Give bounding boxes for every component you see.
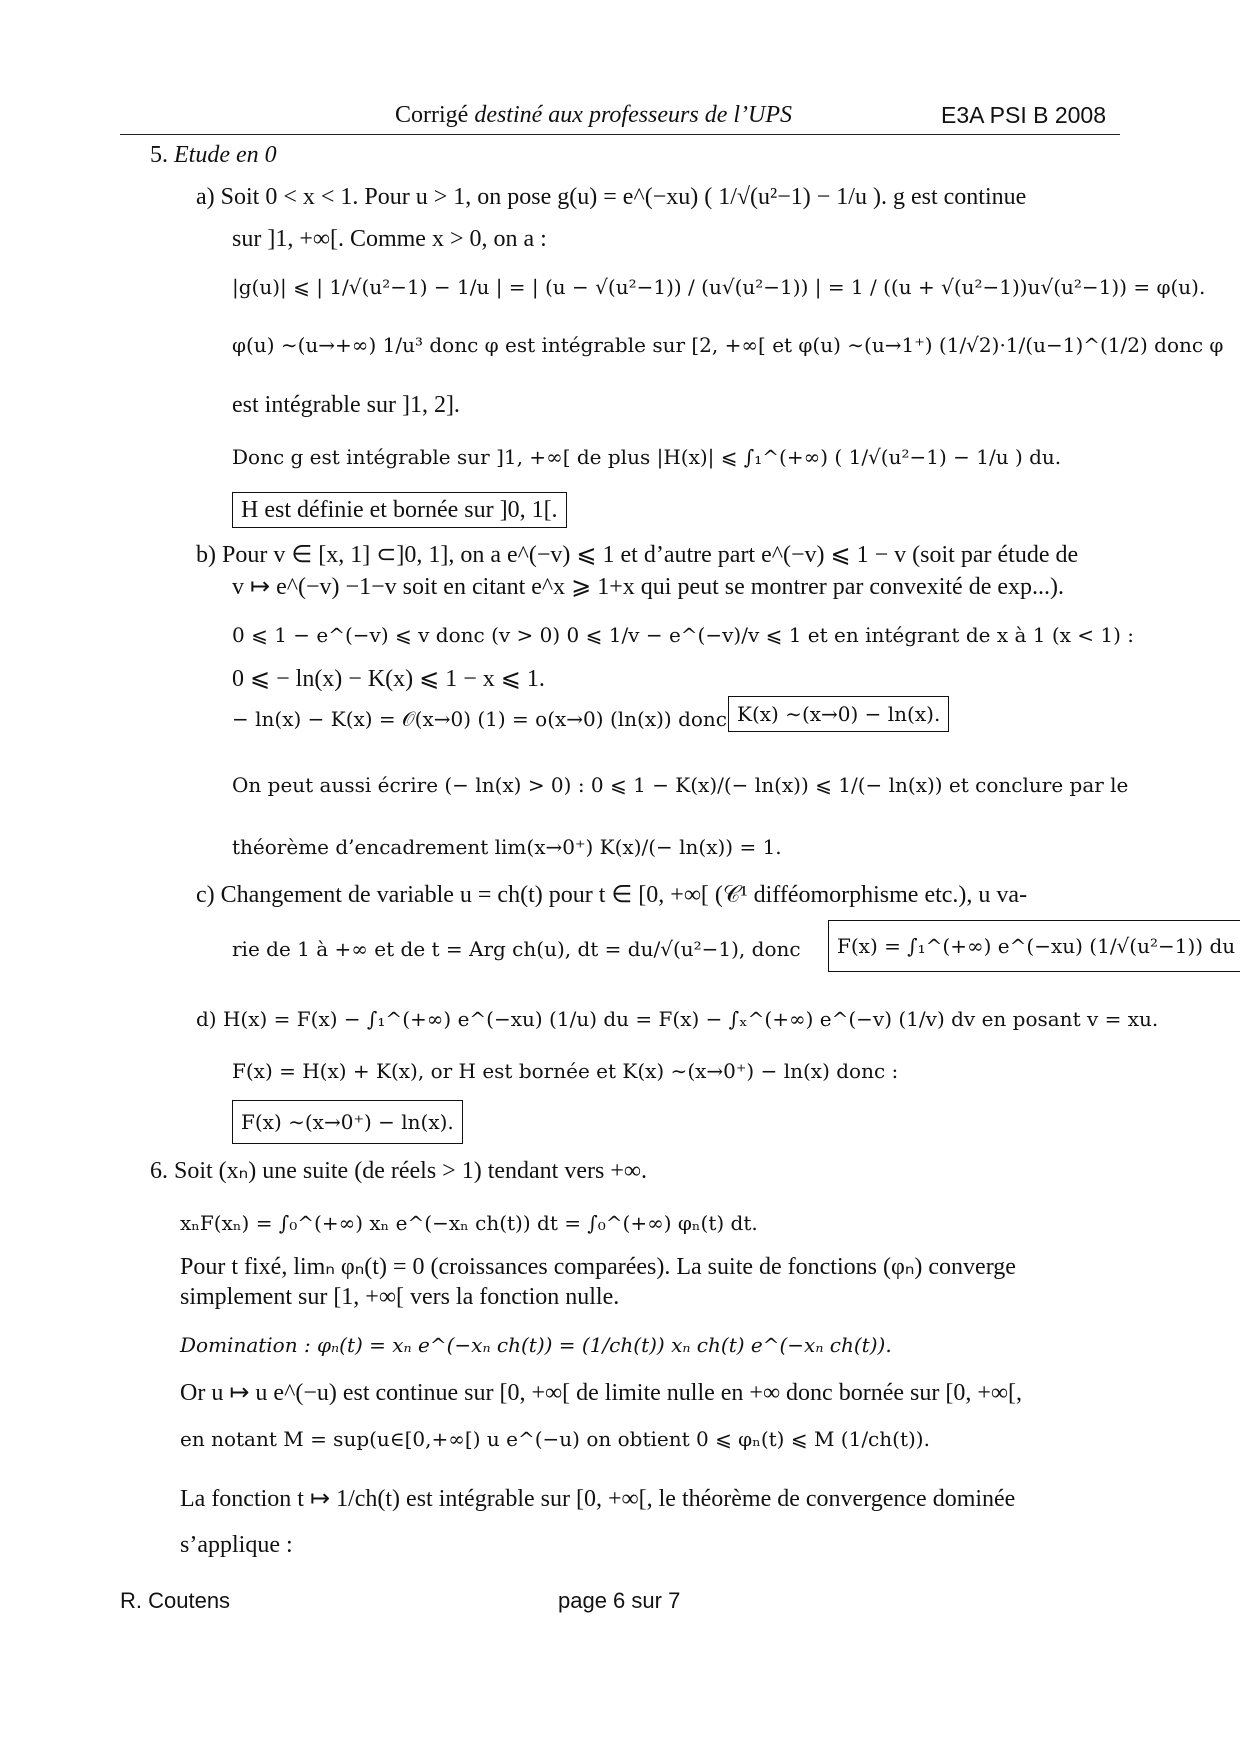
line-5b-5: − ln(x) − K(x) = 𝒪(x→0) (1) = o(x→0) (ln(x)) donc	[232, 707, 727, 731]
line-5b-2: v ↦ e^(−v) −1−v soit en citant e^x ⩾ 1+x qui peut se montrer par convexité de exp...).	[232, 574, 1064, 600]
line-5a-4: φ(u) ∼(u→+∞) 1/u³ donc φ est intégrable sur [2, +∞[ et φ(u) ∼(u→1⁺) (1/√2)·1/(u−1)^(1/2) donc φ	[232, 333, 1224, 357]
line-6-1: 6. Soit (xₙ) une suite (de réels > 1) tendant vers +∞.	[150, 1158, 647, 1184]
header-title: Corrigé destiné aux professeurs de l’UPS	[395, 102, 793, 128]
line-5a-3: |g(u)| ⩽ | 1/√(u²−1) − 1/u | = | (u − √(u²−1)) / (u√(u²−1)) | = 1 / ((u + √(u²−1))u√(u²−1)) = φ(u).	[232, 275, 1206, 299]
line-6-2: xₙF(xₙ) = ∫₀^(+∞) xₙ e^(−xₙ ch(t)) dt = ∫₀^(+∞) φₙ(t) dt.	[180, 1211, 758, 1235]
line-5b-3: 0 ⩽ 1 − e^(−v) ⩽ v donc (v > 0) 0 ⩽ 1/v − e^(−v)/v ⩽ 1 et en intégrant de x à 1 (x < 1) :	[232, 623, 1134, 647]
result-box-5d: F(x) ∼(x→0⁺) − ln(x).	[232, 1100, 463, 1144]
footer-page-number: page 6 sur 7	[558, 1588, 681, 1613]
line-5c-1: c) Changement de variable u = ch(t) pour t ∈ [0, +∞[ (𝒞¹ difféomorphisme etc.), u va-	[196, 882, 1028, 908]
line-5a-6: Donc g est intégrable sur ]1, +∞[ de plus |H(x)| ⩽ ∫₁^(+∞) ( 1/√(u²−1) − 1/u ) du.	[232, 445, 1062, 469]
line-5c-2: rie de 1 à +∞ et de t = Arg ch(u), dt = du/√(u²−1), donc	[232, 937, 801, 961]
line-5a-2: sur ]1, +∞[. Comme x > 0, on a :	[232, 226, 547, 252]
line-5b-4: 0 ⩽ − ln(x) − K(x) ⩽ 1 − x ⩽ 1.	[232, 666, 545, 692]
line-5d-2: F(x) = H(x) + K(x), or H est bornée et K(x) ∼(x→0⁺) − ln(x) donc :	[232, 1059, 899, 1083]
line-6-4: simplement sur [1, +∞[ vers la fonction nulle.	[180, 1284, 620, 1310]
line-5d-1: d) H(x) = F(x) − ∫₁^(+∞) e^(−xu) (1/u) du = F(x) − ∫ₓ^(+∞) e^(−v) (1/v) dv en posant v = xu.	[196, 1007, 1159, 1031]
line-5a-5: est intégrable sur ]1, 2].	[232, 392, 460, 418]
result-box-5b: K(x) ∼(x→0) − ln(x).	[728, 696, 949, 732]
line-6-6: Or u ↦ u e^(−u) est continue sur [0, +∞[ de limite nulle en +∞ donc bornée sur [0, +∞[,	[180, 1380, 1022, 1406]
line-6-7: en notant M = sup(u∈[0,+∞[) u e^(−u) on obtient 0 ⩽ φₙ(t) ⩽ M (1/ch(t)).	[180, 1427, 930, 1451]
line-6-9: s’applique :	[180, 1532, 293, 1558]
line-6-8: La fonction t ↦ 1/ch(t) est intégrable sur [0, +∞[, le théorème de convergence dominée	[180, 1486, 1016, 1512]
line-6-3: Pour t fixé, limₙ φₙ(t) = 0 (croissances comparées). La suite de fonctions (φₙ) converge	[180, 1254, 1016, 1280]
line-6-5: Domination : φₙ(t) = xₙ e^(−xₙ ch(t)) = (1/ch(t)) xₙ ch(t) e^(−xₙ ch(t)).	[180, 1333, 892, 1357]
line-5a-1: a) Soit 0 < x < 1. Pour u > 1, on pose g(u) = e^(−xu) ( 1/√(u²−1) − 1/u ). g est continue	[196, 184, 1027, 210]
header-exam: E3A PSI B 2008	[941, 102, 1106, 128]
page-header	[120, 100, 1120, 135]
section-5-heading: 5. Etude en 0	[150, 142, 277, 168]
line-5b-7: théorème d’encadrement lim(x→0⁺) K(x)/(− ln(x)) = 1.	[232, 835, 782, 859]
footer-author: R. Coutens	[120, 1588, 231, 1613]
result-box-5c: F(x) = ∫₁^(+∞) e^(−xu) (1/√(u²−1)) du	[828, 920, 1240, 972]
line-5b-1: b) Pour v ∈ [x, 1] ⊂]0, 1], on a e^(−v) ⩽ 1 et d’autre part e^(−v) ⩽ 1 − v (soit par étude de	[196, 542, 1079, 568]
result-box-5a: H est définie et bornée sur ]0, 1[.	[232, 492, 567, 528]
line-5b-6: On peut aussi écrire (− ln(x) > 0) : 0 ⩽ 1 − K(x)/(− ln(x)) ⩽ 1/(− ln(x)) et conclure par le	[232, 773, 1129, 797]
